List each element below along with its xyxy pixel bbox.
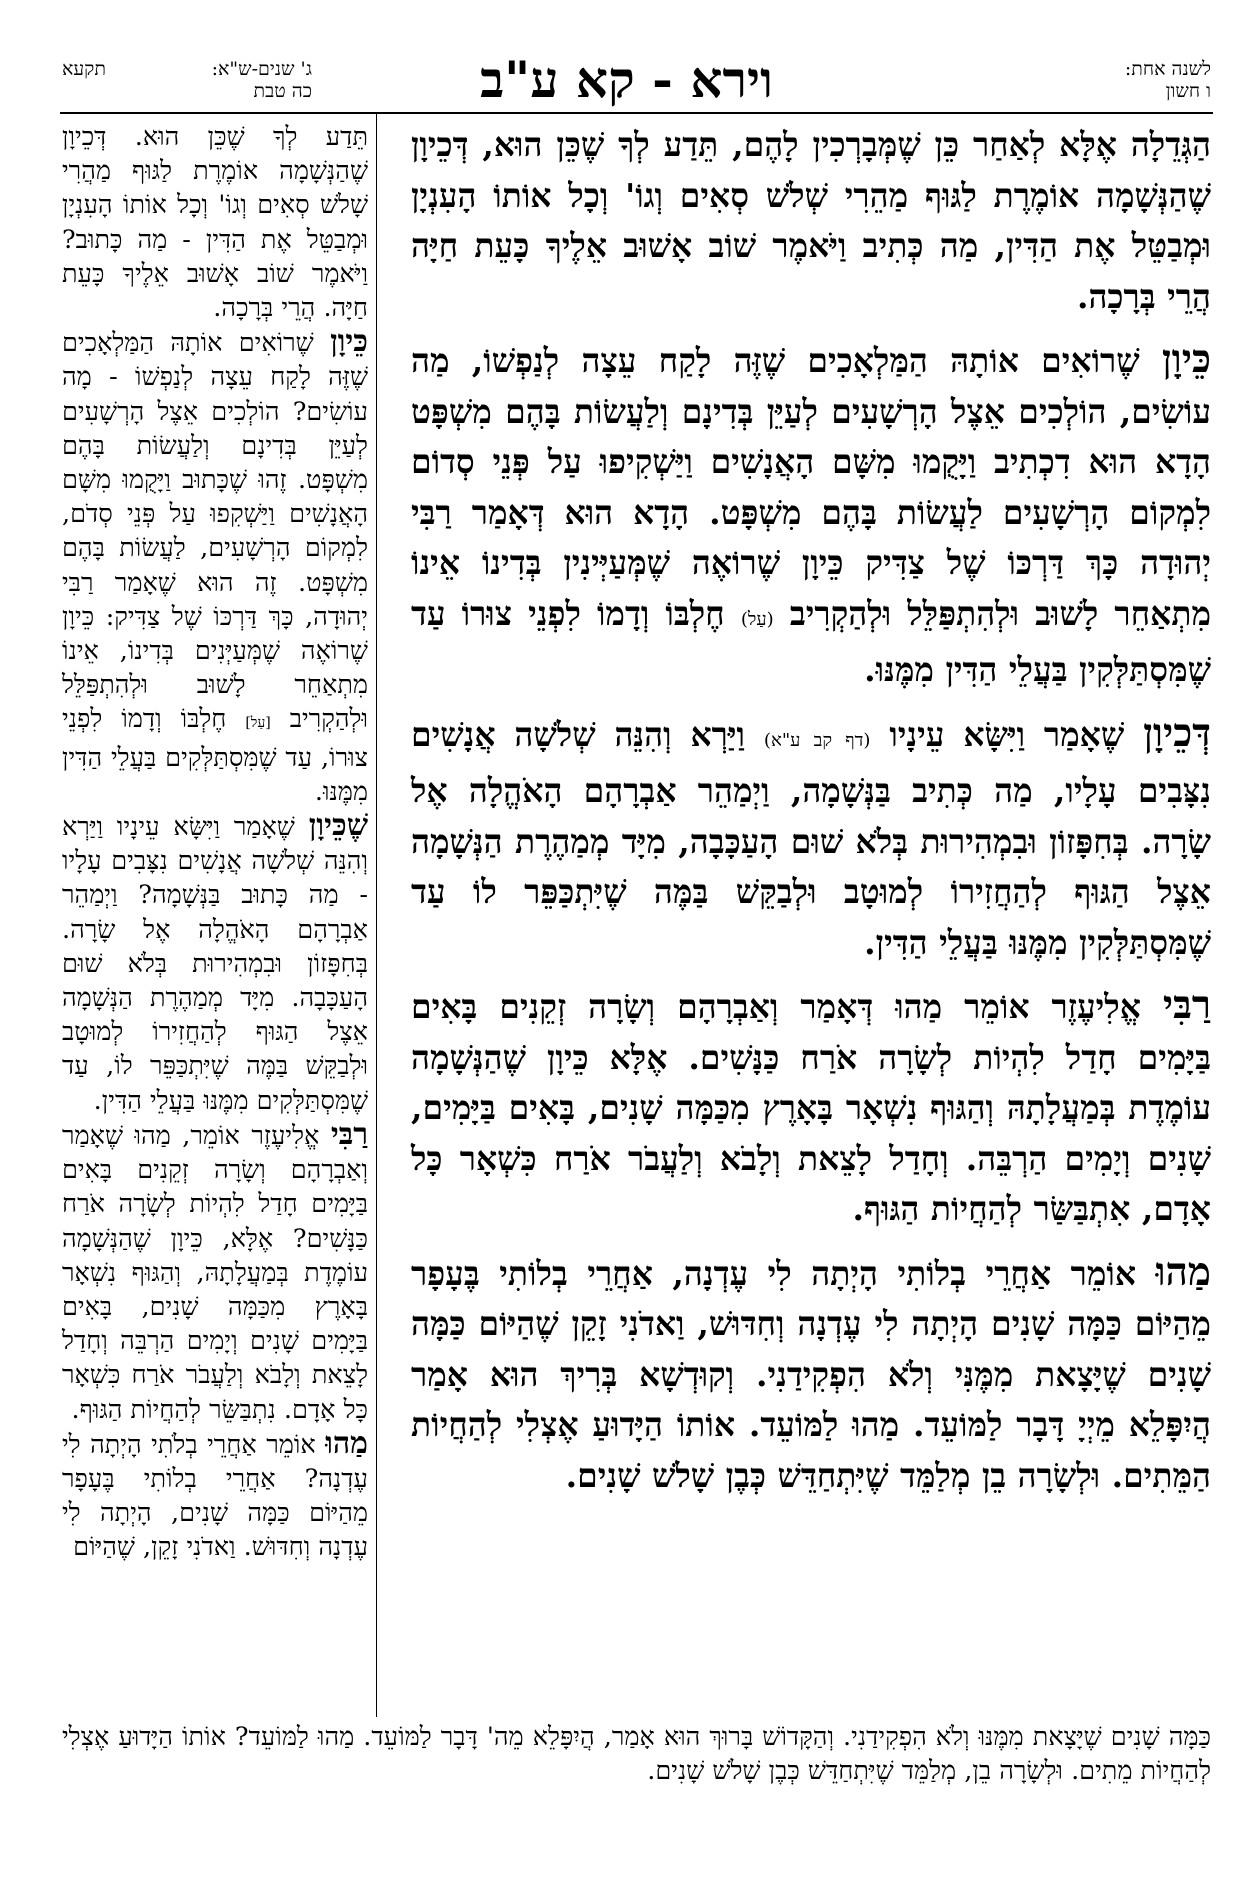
side-lead-5: מַהוּ [325, 1425, 369, 1461]
main-lead-5: מַהוּ [1155, 1248, 1211, 1295]
main-text-2: שֶׁרוֹאִים אוֹתָהּ הַמַּלְאָכִים שֶׁזֶּה לָקַח עֵצָה לְנַפְשׁוֹ, מַה עוֹשִׂים, הוֹלְכִים אֵצֶל הָרְשָׁעִים לְעַיֵּן בְּדִינָם וְלַעֲשׂוֹת בָּהֶם מִשְׁפָּט הָדָא הוּא דִכְתִיב וַיָּקֻמוּ מִשָּׁם הָאֲנָשִׁים וַיַּשְׁקִיפוּ עַל פְּנֵי סְדוֹם לִמְקוֹם הָרְשָׁעִים לַעֲשׂוֹת בָּהֶם מִשְׁפָּט. הָדָא הוּא דְּאָמַר רַבִּי יְהוּדָה כָּךְ דַּרְכּוֹ שֶׁל צַדִּיק כֵּיוָן שֶׁרוֹאֶה שֶׁמְּעַיְּינִין בְּדִינוֹ אֵינוֹ מִתְאַחֵר לָשׁוּב וּלְהִתְפַּלֵּל וּלְהַקְרִיב [411, 341, 1212, 633]
side-paragraph-1 [62, 120, 368, 325]
main-ref-3: (דף קב ע"א) [763, 729, 871, 751]
header-divider [60, 112, 1213, 114]
side-lead-4: רַבִּי [330, 1116, 369, 1152]
side-text-4: אֱלִיעֶזֶר אוֹמֵר, מַהוּ שֶׁאָמַר וְאַבְרָהָם וְשָׂרָה זְקֵנִים בָּאִים בַּיָּמִים חָדַל לִהְיוֹת לְשָׂרָה אֹרַח כַּנָּשִׁים? אֶלָּא, כֵּיוָן שֶׁהַנְּשָׁמָה עוֹמֶדֶת בְּמַעֲלָתָהּ, וְהַגּוּף נִשְׁאָר בָּאָרֶץ מִכַּמָּה שָׁנִים, בָּאִים בַּיָּמִים שָׁנִים וְיָמִים הַרְבֵּה וְחָדַל לָצֵאת וְלָבֹא וְלַעֲבֹר אֹרַח כִּשְׁאָר כָּל אָדָם. נִתְבַּשֵּׂר לְהַחֲיוֹת הַגּוּף. [62, 1120, 368, 1425]
side-lead-2: כֵּיוָן [330, 324, 369, 360]
main-text-3: וַיַּרְא וְהִנֵּה שְׁלֹשָׁה אֲנָשִׁים נִצָּבִים עָלָיו, מַה כְּתִיב בַּנְּשָׁמָה, וַיְמַהֵר אַבְרָהָם הָאֹהֱלָה אֶל שָׂרָה. בְּחִפָּזוֹן וּבִמְהִירוּת בְּלֹא שׁוּם הָעַכָּבָה, מִיָּד מְמַהֶרֶת הַנְּשָׁמָה אֵצֶל הַגּוּף לְהַחֲזִירוֹ לְמוּטָב וּלְבַקֵּשׁ בַּמֶּה שֶׁיִּתְכַּפֵּר לוֹ עַד שֶׁמִּסְתַּלְּקִין מִמֶּנּוּ בַּעֲלֵי הַדִּין. [411, 714, 1211, 962]
side-column [62, 120, 368, 1565]
header-left-line2: כה טבת [253, 80, 312, 102]
side-paragraph-3 [62, 809, 368, 1118]
side-text-1: תֵּדַע לְךָ שֶׁכֵּן הוּא. דְּכֵיוָן שֶׁהַנְּשָׁמָה אוֹמֶרֶת לַגּוּף מַהֲרִי שָׁלֹשׁ סְאִים וְגוֹ' וְכָל אוֹתוֹ הָעִנְיָן וּמְבַטֵּל אֶת הַדִּין - מַה כָּתוּב? וַיֹּאמֶר שׁוֹב אָשׁוּב אֵלֶיךָ כָּעֵת חַיָּה. הֲרֵי בְּרָכָה. [62, 122, 368, 324]
side-ref-2: [עַל] [245, 715, 271, 732]
side-paragraph-4 [62, 1118, 368, 1427]
main-lead-3: דְּכֵיוָן [1143, 709, 1211, 756]
header-left [62, 58, 312, 110]
side-lead-3: שֶׁכֵּיוָן [308, 808, 369, 844]
main-column [411, 120, 1211, 1513]
main-paragraph-5 [411, 1247, 1211, 1502]
main-lead-2: כֵּיוָן [1161, 336, 1211, 382]
side-paragraph-5 [62, 1427, 368, 1565]
header-left-page: תקעא [62, 58, 106, 80]
side-paragraph-2 [62, 325, 368, 809]
side-text-2: שֶׁרוֹאִים אוֹתָהּ הַמַּלְאָכִים שֶׁזֶּה לָקַח עֵצָה לְנַפְשׁוֹ - מָה עוֹשִׂים? הוֹלְכִים אֵצֶל הָרְשָׁעִים לְעַיֵּן בְּדִינָם וְלַעֲשׂוֹת בָּהֶם מִשְׁפָּט. זֶהוּ שֶׁכָּתוּב וַיָּקֻמוּ מִשָּׁם הָאֲנָשִׁים וַיַּשְׁקִפוּ עַל פְּנֵי סְדֹם, לִמְקוֹם הָרְשָׁעִים, לַעֲשׂוֹת בָּהֶם מִשְׁפָּט. זֶה הוּא שֶׁאָמַר רַבִּי יְהוּדָה, כָּךְ דַּרְכּוֹ שֶׁל צַדִּיק: כֵּיוָן שֶׁרוֹאֶה שֶׁמְּעַיְּנִים בְּדִינוֹ, אֵינוֹ מִתְאַחֵר לָשׁוּב וּלְהִתְפַּלֵּל וּלְהַקְרִיב [62, 328, 368, 735]
main-paragraph-3 [411, 708, 1211, 969]
main-lead-4: רַבִּי [1162, 982, 1211, 1028]
side-text-2-end: חֶלְבּוֹ וְדָמוֹ לִפְנֵי צוּרוֹ, עַד שֶׁמִּסְתַּלְּקִים בַּעֲלֵי הַדִּין מִמֶּנּוּ. [62, 704, 368, 807]
main-text-5: אוֹמֵר אַחֲרֵי בְלוֹתִי הָיְתָה לִי עֶדְנָה, אַחֲרֵי בְלוֹתִי בֶּעָפָר מֵהַיּוֹם כַּמָּה שָׁנִים הָיְתָה לִי עֶדְנָה וְחִדּוּשׁ, וַאדֹנִי זָקֵן שֶׁהַיּוֹם כַּמָּה שָׁנִים שֶׁיָּצָאת מִמֶּנִּי וְלֹא הִפְקִידַנִי. וְקוּדְשָׁא בְּרִיךְ הוּא אָמַר הֲיִפָּלֵא מֵיְיָ דָּבָר לַמּוֹעֵד. מַהוּ לַמּוֹעֵד. אוֹתוֹ הַיָּדוּעַ אֶצְלִי לְהַחֲיוֹת הַמֵּתִים. וּלְשָׂרָה בֵן מְלַמֵּד שֶׁיִּתְחַדֵּשׁ כְּבֶן שָׁלֹשׁ שָׁנִים. [411, 1253, 1211, 1495]
side-text-5: אוֹמֵר אַחֲרֵי בְלֹתִי הָיְתָה לִי עֶדְנָה? אַחֲרֵי בְלוֹתִי בֶּעָפָר מֵהַיּוֹם כַּמָּה שָׁנִים, הָיְתָה לִי עֶדְנָה וְחִדּוּשׁ. וַאדֹנִי זָקֵן, שֶׁהַיּוֹם [62, 1429, 368, 1563]
main-text-2-end: חֶלְבּוֹ וְדָמוֹ לִפְנֵי צוּרוֹ עַד שֶׁמִּסְתַּלְּקִין בַּעֲלֵי הַדִּין מִמֶּנּוּ. [411, 593, 1211, 689]
main-text-4: אֱלִיעֶזֶר אוֹמֵר מַהוּ דְּאָמַר וְאַבְרָהָם וְשָׂרָה זְקֵנִים בָּאִים בַּיָּמִים חָדַל לִהְיוֹת לְשָׂרָה אֹרַח כַּנָּשִׁים. אֶלָּא כֵּיוָן שֶׁהַנְּשָׁמָה עוֹמֶדֶת בְּמַעֲלָתָהּ וְהַגּוּף נִשְׁאָר בָּאָרֶץ מִכַּמָּה שָׁנִים, בָּאִים בַּיָּמִים, שָׁנִים וְיָמִים הַרְבֵּה. וְחָדַל לָצֵאת וְלָבֹא וְלַעֲבֹר אֹרַח כִּשְׁאָר כָּל אָדָם, אִתְבַּשַּׂר לְהַחֲיוֹת הַגּוּף. [411, 987, 1211, 1228]
header-left-label: ג' שנים-ש"א: [211, 58, 312, 80]
main-text-3a: שֶׁאָמַר וַיִּשָּׂא עֵינָיו [889, 714, 1125, 754]
side-text-3: שֶׁאָמַר וַיִּשָּׂא עֵינָיו וַיַּרְא וְהִנֵּה שְׁלֹשָׁה אֲנָשִׁים נִצָּבִים עָלָיו - מַה כָּתוּב בַּנְּשָׁמָה? וַיְמַהֵר אַבְרָהָם הָאֹהֱלָה אֶל שָׂרָה. בְּחִפָּזוֹן וּבִמְהִירוּת בְּלֹא שׁוּם הָעַכָּבָה. מִיָּד מְמַהֶרֶת הַנְּשָׁמָה אֵצֶל הַגּוּף לְהַחֲזִירוֹ לְמוּטָב וּלְבַקֵּשׁ בַּמֶּה שֶׁיִּתְכַּפֵּר לוֹ, עַד שֶׁמִּסְתַּלְּקִים מִמֶּנּוּ בַּעֲלֵי הַדִּין. [62, 812, 368, 1116]
main-text-1: הַגְּדֵלָה אֶלָּא לְאַחַר כֵּן שֶׁמְּבָרְכִין לָהֶם, תֵּדַע לְךָ שֶׁכֵּן הוּא, דְּכֵיוָן שֶׁהַנְּשָׁמָה אוֹמֶרֶת לַגּוּף מַהֵרִי שְׁלֹשׁ סְאִים וְגוֹ' וְכָל אוֹתוֹ הָעִנְיָן וּמְבַטֵּל אֶת הַדִּין, מַה כְּתִיב וַיֹּאמֶר שׁוֹב אָשׁוּב אֵלֶיךָ כָּעֵת חַיָּה הֲרֵי בְּרָכָה. [411, 125, 1211, 316]
main-paragraph-4 [411, 980, 1211, 1235]
main-paragraph-2 [411, 334, 1211, 696]
header-right-line1: לשנה אחת: [1124, 58, 1211, 80]
bottom-continuation: כַּמָּה שָׁנִים שֶׁיָּצָאת מִמֶּנּוּ וְלֹא הִפְקִידַנִי. וְהַקָּדוֹשׁ בָּרוּךְ הוּא אָמַר, הֲיִפָּלֵא מֵה' דָּבָר לַמּוֹעֵד. מַהוּ לַמּוֹעֵד? אוֹתוֹ הַיָּדוּעַ אֶצְלִי לְהַחֲיוֹת מֵתִים. וּלְשָׂרָה בֵן, מְלַמֵּד שֶׁיִּתְחַדֵּשׁ כְּבֶן שָׁלֹשׁ שָׁנִים. [62, 1722, 1211, 1786]
main-ref-2: (עַל) [740, 608, 774, 630]
page-title: וירא - קא ע"ב [480, 50, 773, 109]
main-paragraph-1 [411, 120, 1211, 322]
column-divider [376, 112, 377, 1717]
header-right-line2: ו חשון [1165, 80, 1211, 102]
